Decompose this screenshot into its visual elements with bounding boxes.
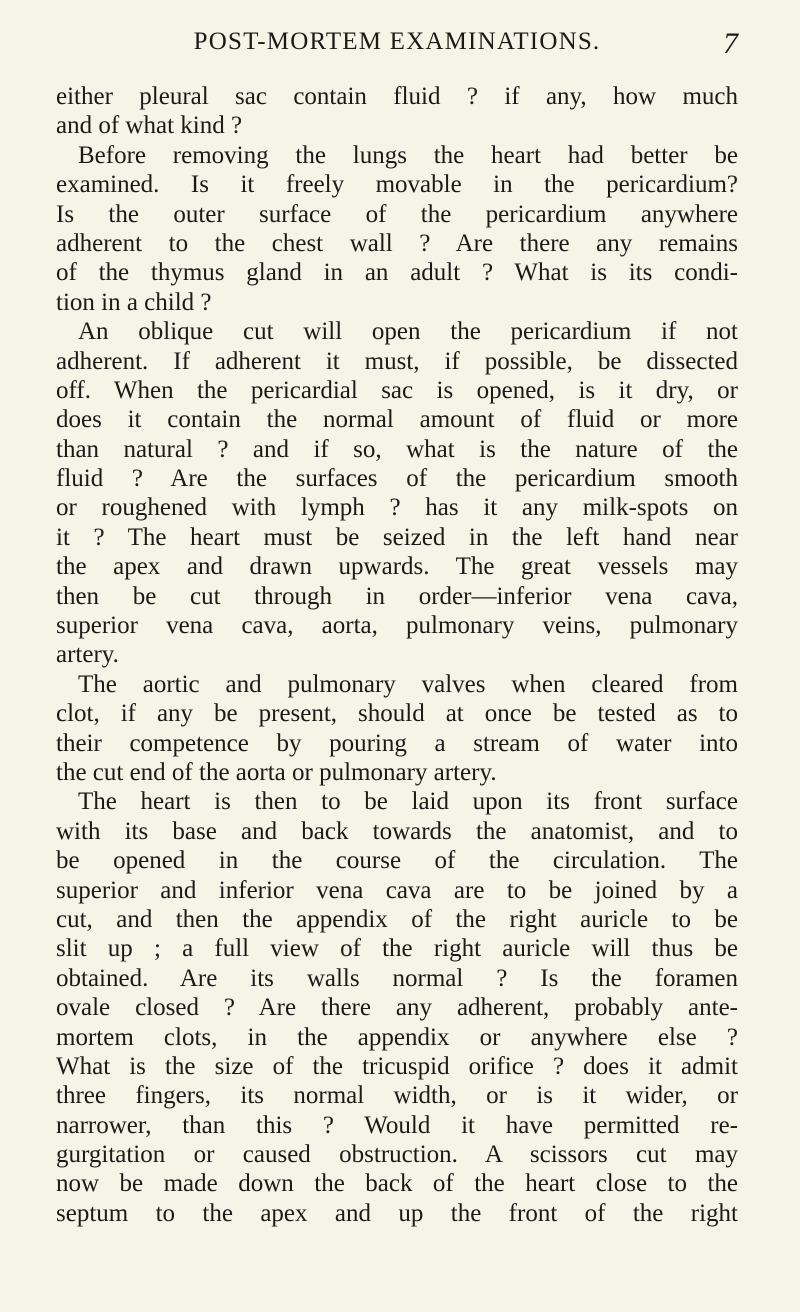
text-line: either pleural sac contain fluid ? if any, how much bbox=[56, 83, 738, 110]
text-line: it ? The heart must be seized in the left hand near bbox=[56, 523, 738, 551]
text-line: An oblique cut will open the pericardium if not bbox=[78, 318, 738, 346]
text-line: Is the outer surface of the pericardium anywhere bbox=[56, 200, 738, 228]
text-line: fluid ? Are the surfaces of the pericardium smooth bbox=[56, 465, 738, 493]
text-line: does it contain the normal amount of fluid or more bbox=[56, 406, 738, 434]
text-line: adherent to the chest wall ? Are there any remains bbox=[56, 229, 738, 257]
text-line: their competence by pouring a stream of water into bbox=[56, 729, 738, 757]
text-line: The aortic and pulmonary valves when cleared from bbox=[78, 670, 738, 698]
text-line: adherent. If adherent it must, if possible, be dissected bbox=[56, 347, 738, 375]
text-line: mortem clots, in the appendix or anywhere else ? bbox=[56, 1023, 738, 1051]
text-line: clot, if any be present, should at once be tested as to bbox=[56, 700, 738, 728]
text-line: What is the size of the tricuspid orifice ? does it admit bbox=[56, 1052, 738, 1080]
text-line: gurgitation or caused obstruction. A scissors cut may bbox=[56, 1141, 738, 1169]
body-text bbox=[56, 82, 738, 1228]
text-line: septum to the apex and up the front of the right bbox=[56, 1199, 738, 1227]
text-line: or roughened with lymph ? has it any milk-spots on bbox=[56, 494, 738, 522]
text-line: narrower, than this ? Would it have permitted re- bbox=[56, 1111, 738, 1139]
text-line: examined. Is it freely movable in the pericardium? bbox=[56, 171, 738, 199]
text-line: with its base and back towards the anatomist, and to bbox=[56, 817, 738, 845]
text-line: three fingers, its normal width, or is it wider, or bbox=[56, 1082, 738, 1110]
text-line: The heart is then to be laid upon its front surface bbox=[78, 788, 738, 816]
text-line: superior vena cava, aorta, pulmonary veins, pulmonary bbox=[56, 612, 738, 640]
text-line: artery. bbox=[56, 641, 119, 669]
text-line: be opened in the course of the circulation. The bbox=[56, 847, 738, 875]
text-line: the apex and drawn upwards. The great vessels may bbox=[56, 553, 738, 581]
text-line: now be made down the back of the heart close to the bbox=[56, 1170, 738, 1198]
text-line: cut, and then the appendix of the right auricle to be bbox=[56, 905, 738, 933]
text-line: off. When the pericardial sac is opened, is it dry, or bbox=[56, 376, 738, 404]
text-line: and of what kind ? bbox=[56, 112, 243, 140]
text-line: obtained. Are its walls normal ? Is the foramen bbox=[56, 964, 738, 992]
text-line: of the thymus gland in an adult ? What is its condi- bbox=[56, 259, 738, 287]
text-line: the cut end of the aorta or pulmonary artery. bbox=[56, 758, 497, 786]
text-line: slit up ; a full view of the right auricle will thus be bbox=[56, 935, 738, 963]
text-line: superior and inferior vena cava are to be joined by a bbox=[56, 876, 738, 904]
text-line: Before removing the lungs the heart had better be bbox=[78, 141, 738, 169]
running-title: POST-MORTEM EXAMINATIONS. bbox=[193, 28, 601, 55]
page-number: 7 bbox=[723, 27, 738, 60]
text-line: tion in a child ? bbox=[56, 288, 212, 316]
text-line: ovale closed ? Are there any adherent, probably ante- bbox=[56, 994, 738, 1022]
text-line: than natural ? and if so, what is the nature of the bbox=[56, 435, 738, 463]
running-head bbox=[56, 28, 738, 72]
text-line: then be cut through in order—inferior vena cava, bbox=[56, 582, 738, 610]
